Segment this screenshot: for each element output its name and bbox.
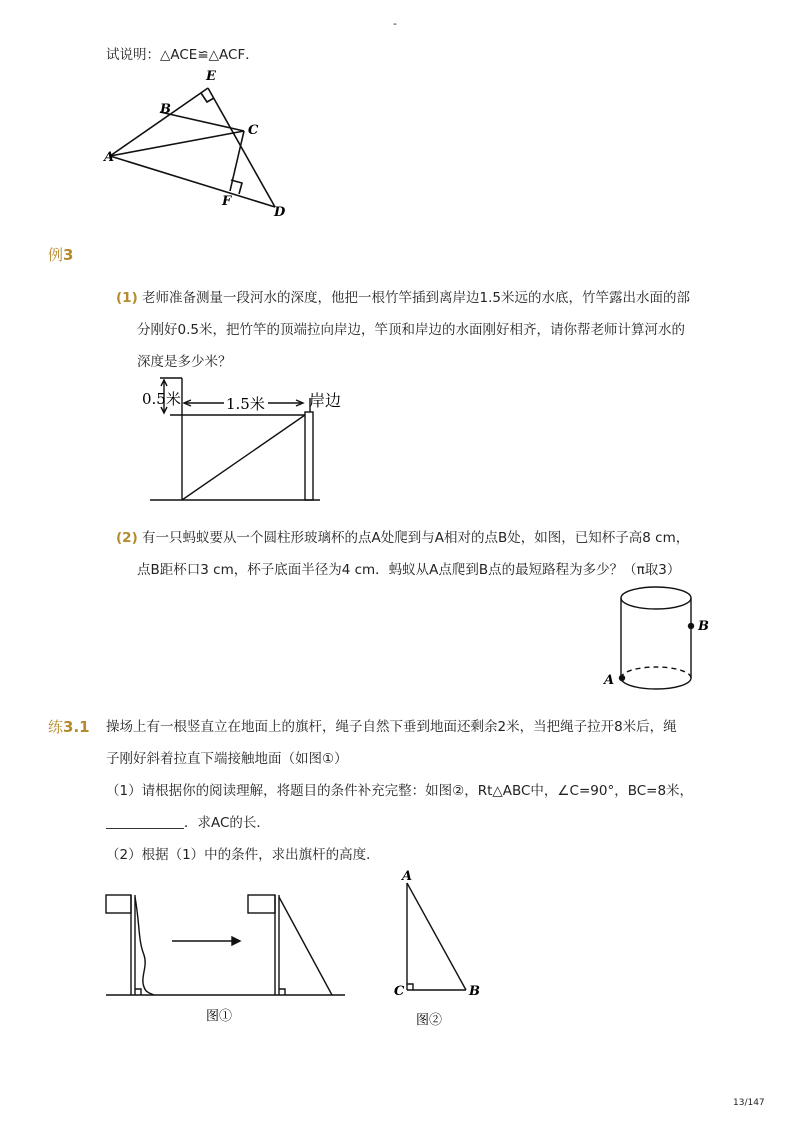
label-f: F [222,194,232,209]
part1-line2: 分刚好0.5米，把竹竿的顶端拉向岸边，竿顶和岸边的水面刚好相齐，请你帮老师计算河水的 [137,322,685,338]
header-dash: - [393,17,397,30]
part1-line1: (1) 老师准备测量一段河水的深度，他把一根竹竿插到离岸边1.5米远的水底，竹竿露出水面的部 [116,290,690,306]
label-a: A [104,150,115,165]
label-a: A [402,869,413,884]
practice-line1: 操场上有一根竖直立在地面上的旗杆，绳子自然下垂到地面还剩余2米，当把绳子拉开8米后，绳 [106,719,677,735]
answer-blank [106,814,184,829]
river-figure [140,372,370,507]
practice-q1-tail: ．求AC的长． [106,813,270,833]
figure2-caption: 图② [416,1013,443,1028]
label-c: C [248,123,259,138]
part2-line1: (2) 有一只蚂蚁要从一个圆柱形玻璃杯的点A处爬到与A相对的点B处，如图，已知杯子高8 cm， [116,530,690,546]
practice-line2: 子刚好斜着拉直下端接触地面（如图①） [106,751,348,767]
label-b: B [698,619,709,634]
label-e: E [206,69,216,84]
figure1-caption: 图① [206,1009,233,1024]
practice-heading [48,716,90,737]
right-triangle-figure [390,866,490,1031]
triangle-figure [100,68,300,218]
example-number: 3 [63,246,74,264]
practice-q2: （2）根据（1）中的条件，求出旗杆的高度． [106,847,380,863]
example-heading [48,244,73,265]
label-c: C [394,984,405,999]
label-a: A [604,673,615,688]
example-label: 例 [48,246,64,264]
label-d: D [274,205,286,220]
label-bank: 岸边 [309,391,342,410]
flagpole-figure [100,885,350,1025]
page-number: 13/147 [733,1098,765,1108]
practice-label: 练 [48,718,64,736]
part2-number: (2) [116,530,138,546]
part2-line2: 点B距杯口3 cm，杯子底面半径为4 cm．蚂蚁从A点爬到B点的最短路程为多少？（π取3） [137,562,681,578]
label-distance: 1.5米 [226,395,265,413]
practice-q1: （1）请根据你的阅读理解，将题目的条件补充完整：如图②，Rt△ABC中，∠C=90°，BC=8米， [106,783,694,799]
part1-number: (1) [116,290,138,306]
label-b: B [469,984,480,999]
part1-line3: 深度是多少米？ [137,354,232,370]
problem-prompt: 试说明：△ACE≌△ACF． [106,47,259,63]
label-height: 0.5米 [142,390,181,408]
cylinder-figure [600,584,720,694]
practice-number: 3.1 [63,718,90,736]
label-b: B [160,102,171,117]
